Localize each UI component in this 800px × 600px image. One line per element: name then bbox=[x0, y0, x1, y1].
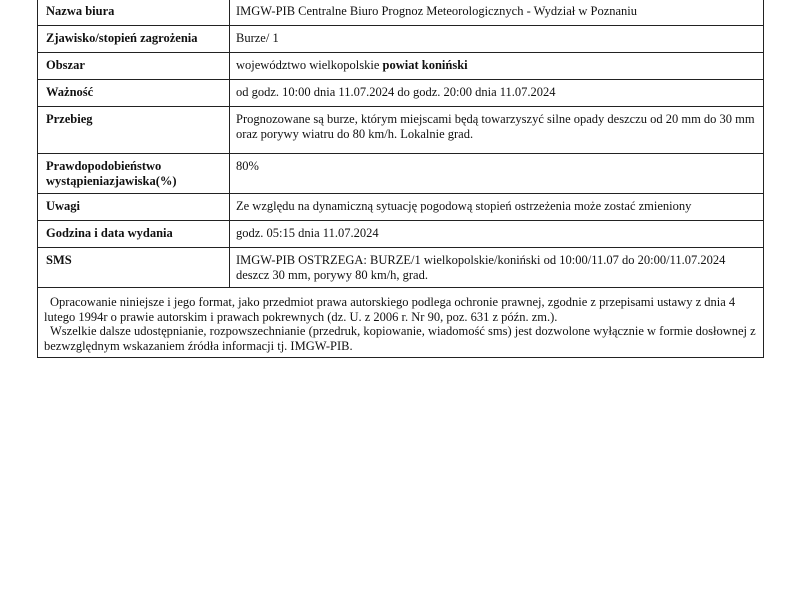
table-row bbox=[38, 107, 764, 154]
table-row bbox=[38, 248, 764, 288]
row-label: SMS bbox=[38, 248, 230, 288]
row-label: Przebieg bbox=[38, 107, 230, 154]
row-label: Prawdopodobieństwo wystąpieniazjawiska(%) bbox=[38, 154, 230, 194]
table-row bbox=[38, 80, 764, 107]
row-value: 80% bbox=[230, 154, 764, 194]
table-row bbox=[38, 194, 764, 221]
row-label: Obszar bbox=[38, 53, 230, 80]
row-value: IMGW-PIB OSTRZEGA: BURZE/1 wielkopolskie/koniński od 10:00/11.07 do 20:00/11.07.2024 deszcz 30 mm, porywy 80 km/h, grad. bbox=[230, 248, 764, 288]
table-row bbox=[38, 154, 764, 194]
row-value: Burze/ 1 bbox=[230, 26, 764, 53]
area-voivodeship: województwo wielkopolskie bbox=[236, 58, 383, 72]
row-value: Prognozowane są burze, którym miejscami będą towarzyszyć silne opady deszczu od 20 mm do 30 mm oraz porywy wiatru do 80 km/h. Lokalnie grad. bbox=[230, 107, 764, 154]
row-label: Uwagi bbox=[38, 194, 230, 221]
row-value: Ze względu na dynamiczną sytuację pogodową stopień ostrzeżenia może zostać zmieniony bbox=[230, 194, 764, 221]
table-row bbox=[38, 53, 764, 80]
redistribution-paragraph: Wszelkie dalsze udostępnianie, rozpowszechnianie (przedruk, kopiowanie, wiadomość sms) jest dozwolone wyłącznie w formie dosłownej z bezwzględnym wskazaniem źródła informacji tj. IMGW-PIB. bbox=[44, 324, 756, 353]
area-county: powiat koniński bbox=[382, 58, 468, 72]
row-label: Nazwa biura bbox=[38, 0, 230, 26]
row-label: Godzina i data wydania bbox=[38, 221, 230, 248]
warning-table bbox=[37, 0, 764, 288]
row-value: od godz. 10:00 dnia 11.07.2024 do godz. 20:00 dnia 11.07.2024 bbox=[230, 80, 764, 107]
row-value bbox=[230, 53, 764, 80]
table-row bbox=[38, 26, 764, 53]
row-value: godz. 05:15 dnia 11.07.2024 bbox=[230, 221, 764, 248]
copyright-paragraph: Opracowanie niniejsze i jego format, jako przedmiot prawa autorskiego podlega ochronie prawnej, zgodnie z przepisami ustawy z dnia 4 lutego 1994r o prawie autorskim i prawach pokrewnych (dz. U. z 2006 r. Nr 90, poz. 631 z późn. zm.). bbox=[44, 295, 736, 324]
warning-document bbox=[37, 0, 764, 358]
row-value: IMGW-PIB Centralne Biuro Prognoz Meteorologicznych - Wydział w Poznaniu bbox=[230, 0, 764, 26]
table-row bbox=[38, 0, 764, 26]
row-label: Zjawisko/stopień zagrożenia bbox=[38, 26, 230, 53]
row-label: Ważność bbox=[38, 80, 230, 107]
copyright-notice bbox=[37, 288, 764, 358]
table-row bbox=[38, 221, 764, 248]
